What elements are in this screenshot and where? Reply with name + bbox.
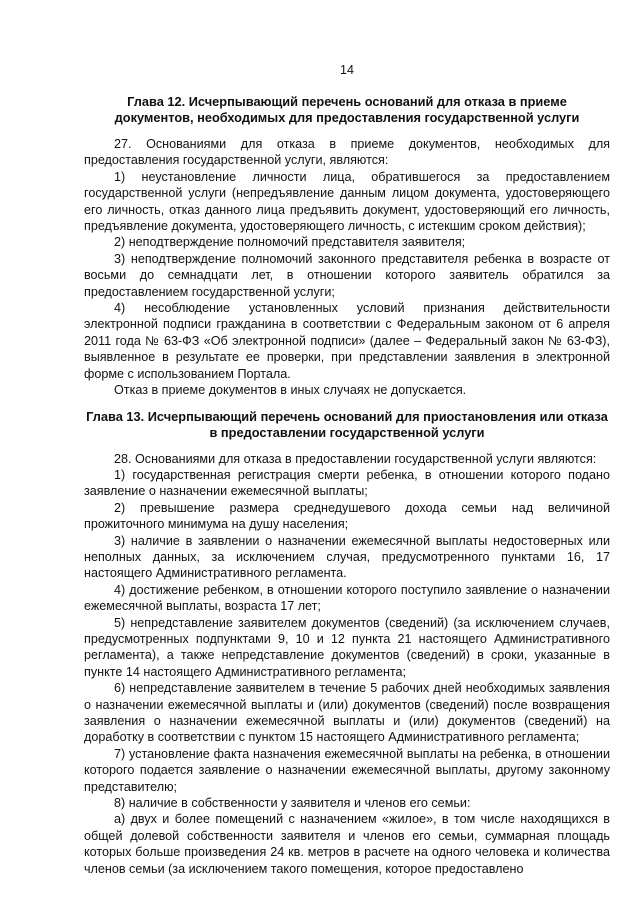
paragraph: 3) наличие в заявлении о назначении ежемесячной выплаты недостоверных или неполных данных, за исключением случая, предусмотренного пунктами 16, 17 настоящего Административного регламента. [84, 533, 610, 581]
heading-line: документов, необходимых для предоставления государственной услуги [114, 110, 580, 125]
section-spacer [84, 399, 610, 409]
heading-line: Глава 13. Исчерпывающий перечень оснований для приостановления или отказа [86, 408, 608, 424]
paragraph: 2) неподтверждение полномочий представителя заявителя; [114, 235, 466, 250]
paragraph: а) двух и более помещений с назначением «жилое», в том числе находящихся в общей долевой собственности заявителя и членов его семьи, суммарная площадь которых больше произведения 24 кв. метров в расчете на одного человека и количества членов семьи (за исключением такого помещения, которое предоставлено [84, 812, 610, 876]
paragraph: Отказ в приеме документов в иных случаях не допускается. [114, 383, 467, 398]
chapter-12-body [84, 136, 610, 399]
paragraph: 4) достижение ребенком, в отношении которого поступило заявление о назначении ежемесячной выплаты, возраста 17 лет; [84, 582, 610, 614]
chapter-13-heading [84, 409, 610, 441]
paragraph: 8) наличие в собственности у заявителя и членов его семьи: [114, 796, 471, 811]
paragraph: 5) непредставление заявителем документов (сведений) (за исключением случаев, предусмотренных подпунктами 9, 10 и 12 пункта 21 настоящего Административного регламента), а также непредставление документов (сведений) в сроки, указанные в пункте 14 настоящего Административного регламента; [84, 615, 610, 679]
paragraph: 2) превышение размера среднедушевого дохода семьи над величиной прожиточного минимума на душу населения; [84, 500, 610, 532]
heading-line: в предоставлении государственной услуги [209, 424, 485, 440]
paragraph: 7) установление факта назначения ежемесячной выплаты на ребенка, в отношении которого подается заявление о назначении ежемесячной выплаты, другому законному представителю; [84, 746, 610, 794]
paragraph: 1) неустановление личности лица, обратившегося за предоставлением государственной услуги (непредъявление данным лицом документа, удостоверяющего его личность, отказ данного лица предъявить документ, удостоверяющий его личность, предъявление документа, удостоверяющего личность, с истекшим сроком действия); [84, 169, 610, 234]
heading-line: Глава 12. Исчерпывающий перечень оснований для отказа в приеме [127, 94, 567, 109]
paragraph: 1) государственная регистрация смерти ребенка, в отношении которого подано заявление о назначении ежемесячной выплаты; [84, 467, 610, 499]
page-number: 14 [340, 63, 354, 77]
paragraph: 6) непредставление заявителем в течение 5 рабочих дней необходимых заявления о назначении ежемесячной выплаты и (или) документов (сведений) после возвращения заявления о назначении ежемесячной выплаты и (или) документов (сведений) на доработку в соответствии с пунктом 15 настоящего Административного регламента; [84, 681, 610, 745]
paragraph: 4) несоблюдение установленных условий признания действительности электронной подписи гражданина в соответствии с Федеральным законом от 6 апреля 2011 года № 63-ФЗ «Об электронной подписи» (далее – Федеральный закон № 63-ФЗ), выявленное в результате ее проверки, при представлении заявления в электронной форме с использованием Портала. [84, 301, 610, 381]
section-chapter-13 [84, 409, 610, 878]
section-chapter-12 [84, 94, 610, 399]
paragraph: 27. Основаниями для отказа в приеме документов, необходимых для предоставления государственной услуги, являются: [84, 137, 610, 168]
paragraph: 3) неподтверждение полномочий законного представителя ребенка в возрасте от восьми до семнадцати лет, в отношении которого заявитель обратился за предоставлением государственной услуги; [84, 251, 610, 299]
paragraph: 28. Основаниями для отказа в предоставлении государственной услуги являются: [114, 451, 597, 466]
chapter-12-heading [84, 94, 610, 126]
chapter-13-body [84, 451, 610, 878]
